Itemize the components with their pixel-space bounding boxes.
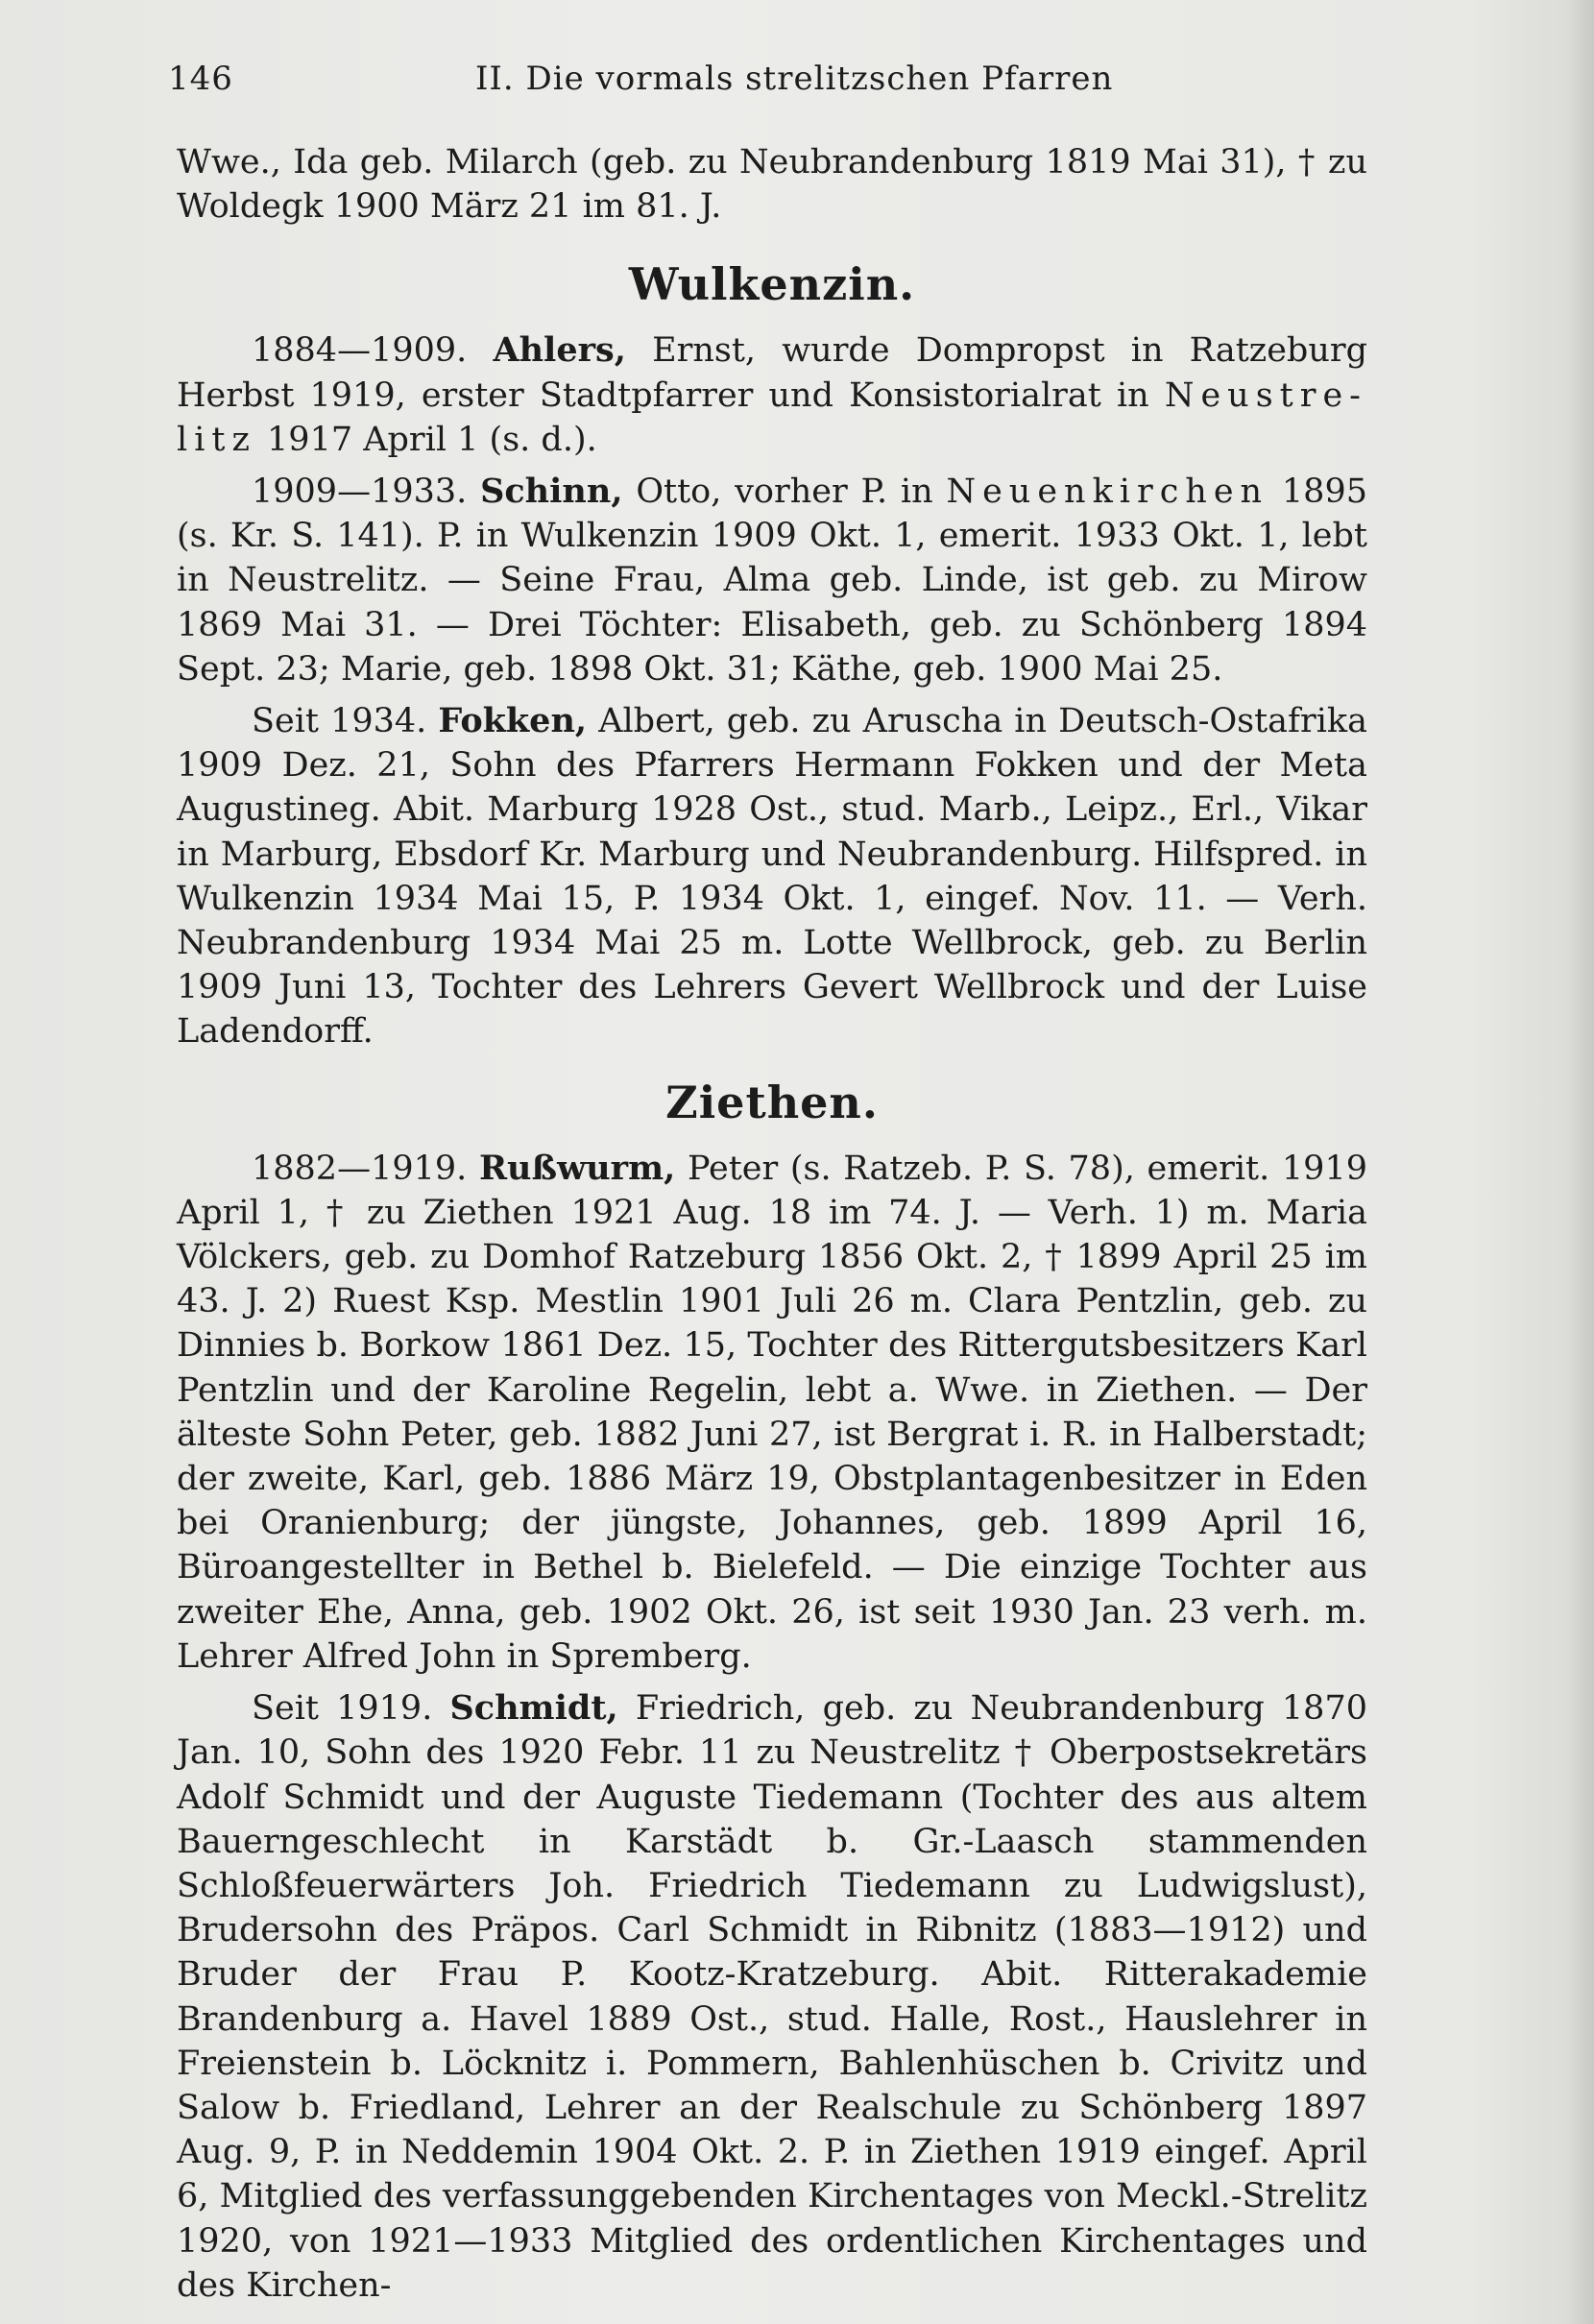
entry-text: Ernst, wurde Dompropst in Ratzeburg Herbst 1919, erster Stadtpfarrer und Konsistorialrat in xyxy=(177,331,1367,415)
entry-years: Seit 1934. xyxy=(252,702,427,741)
entry-ahlers xyxy=(177,328,1367,462)
pastor-name: Fokken, xyxy=(438,701,588,741)
pastor-name: Schmidt, xyxy=(449,1688,618,1729)
entry-text: 1895 (s. Kr. S. 141). P. in Wulkenzin 1909 Okt. 1, emerit. 1933 Okt. 1, lebt in Neustrelitz. — Seine Frau, Alma geb. Linde, ist geb. zu Mirow 1869 Mai 31. — Drei Töchter: Elisabeth, geb. zu Schönberg 1894 Sept. 23; Marie, geb. 1898 Okt. 31; Käthe, geb. 1900 Mai 25. xyxy=(177,472,1367,689)
entry-text: Peter (s. Ratzeb. P. S. 78), emerit. 1919 April 1, † zu Ziethen 1921 Aug. 18 im 74. J. — Verh. 1) m. Maria Völckers, geb. zu Domhof Ratzeburg 1856 Okt. 2, † 1899 April 25 im 43. J. 2) Ruest Ksp. Mestlin 1901 Juli 26 m. Clara Pentzlin, geb. zu Dinnies b. Borkow 1861 Dez. 15, Tochter des Rittergutsbesitzers Karl Pentzlin und der Karoline Regelin, lebt a. Wwe. in Ziethen. — Der älteste Sohn Peter, geb. 1882 Juni 27, ist Bergrat i. R. in Halberstadt; der zweite, Karl, geb. 1886 März 19, Obstplantagenbesitzer in Eden bei Oranienburg; der jüngste, Johannes, geb. 1899 April 16, Büroangestellter in Bethel b. Bielefeld. — Die einzige Tochter aus zweiter Ehe, Anna, geb. 1902 Okt. 26, ist seit 1930 Jan. 23 verh. m. Lehrer Alfred John in Spremberg. xyxy=(177,1149,1367,1676)
continued-entry-text: Wwe., Ida geb. Milarch (geb. zu Neubrandenburg 1819 Mai 31), † zu Woldegk 1900 März 21 im 81. J. xyxy=(177,143,1367,227)
entry-years: 1882—1919. xyxy=(252,1149,468,1188)
entry-years: 1884—1909. xyxy=(252,331,468,371)
entry-years: 1909—1933. xyxy=(252,472,468,512)
entry-schinn xyxy=(177,470,1367,691)
page-body xyxy=(177,140,1367,2308)
entry-text: Albert, geb. zu Aruscha in Deutsch-Ostafrika 1909 Dez. 21, Sohn des Pfarrers Hermann Fokken und der Meta Augustineg. Abit. Marburg 1928 Ost., stud. Marb., Leipz., Erl., Vikar in Marburg, Ebsdorf Kr. Marburg und Neubrandenburg. Hilfspred. in Wulkenzin 1934 Mai 15, P. 1934 Okt. 1, eingef. Nov. 11. — Verh. Neubrandenburg 1934 Mai 25 m. Lotte Wellbrock, geb. zu Berlin 1909 Juni 13, Tochter des Lehrers Gevert Wellbrock und der Luise Ladendorff. xyxy=(177,702,1367,1052)
running-head: II. Die vormals strelitzschen Pfarren xyxy=(475,60,1114,98)
entry-text: Otto, vorher P. in xyxy=(622,472,947,512)
entry-text: Friedrich, geb. zu Neubrandenburg 1870 Jan. 10, Sohn des 1920 Febr. 11 zu Neustrelitz † Oberpostsekretärs Adolf Schmidt und der Auguste Tiedemann (Tochter des aus altem Bauerngeschlecht in Karstädt b. Gr.-Laasch stammenden Schloßfeuerwärters Joh. Friedrich Tiedemann zu Ludwigslust), Brudersohn des Präpos. Carl Schmidt in Ribnitz (1883—1912) und Bruder der Frau P. Kootz-Kratzeburg. Abit. Ritterakademie Brandenburg a. Havel 1889 Ost., stud. Halle, Rost., Hauslehrer in Freienstein b. Löcknitz i. Pommern, Bahlenhüschen b. Crivitz und Salow b. Friedland, Lehrer an der Realschule zu Schönberg 1897 Aug. 9, P. in Neddemin 1904 Okt. 2. P. in Ziethen 1919 eingef. April 6, Mitglied des verfassunggebenden Kirchentages von Meckl.-Strelitz 1920, von 1921—1933 Mitglied des ordentlichen Kirchentages und des Kirchen- xyxy=(177,1689,1367,2305)
page-header xyxy=(168,60,1407,108)
pastor-name: Schinn, xyxy=(480,472,623,512)
pastor-name: Rußwurm, xyxy=(478,1148,676,1188)
section-title-wulkenzin: Wulkenzin. xyxy=(628,258,916,311)
entry-years: Seit 1919. xyxy=(252,1689,433,1729)
page-number: 146 xyxy=(168,60,233,98)
entry-russwurm xyxy=(177,1147,1367,1679)
pastor-name: Ahlers, xyxy=(493,330,626,371)
entry-schmidt xyxy=(177,1686,1367,2308)
section-title-ziethen: Ziethen. xyxy=(665,1076,879,1128)
page-gutter-shadow xyxy=(1565,0,1594,2324)
entry-text: 1917 April 1 (s. d.). xyxy=(255,420,597,459)
spaced-place-name: Neustre-litz xyxy=(177,375,1367,459)
spaced-place-name: Neuenkirchen xyxy=(946,472,1269,512)
entry-fokken xyxy=(177,699,1367,1054)
